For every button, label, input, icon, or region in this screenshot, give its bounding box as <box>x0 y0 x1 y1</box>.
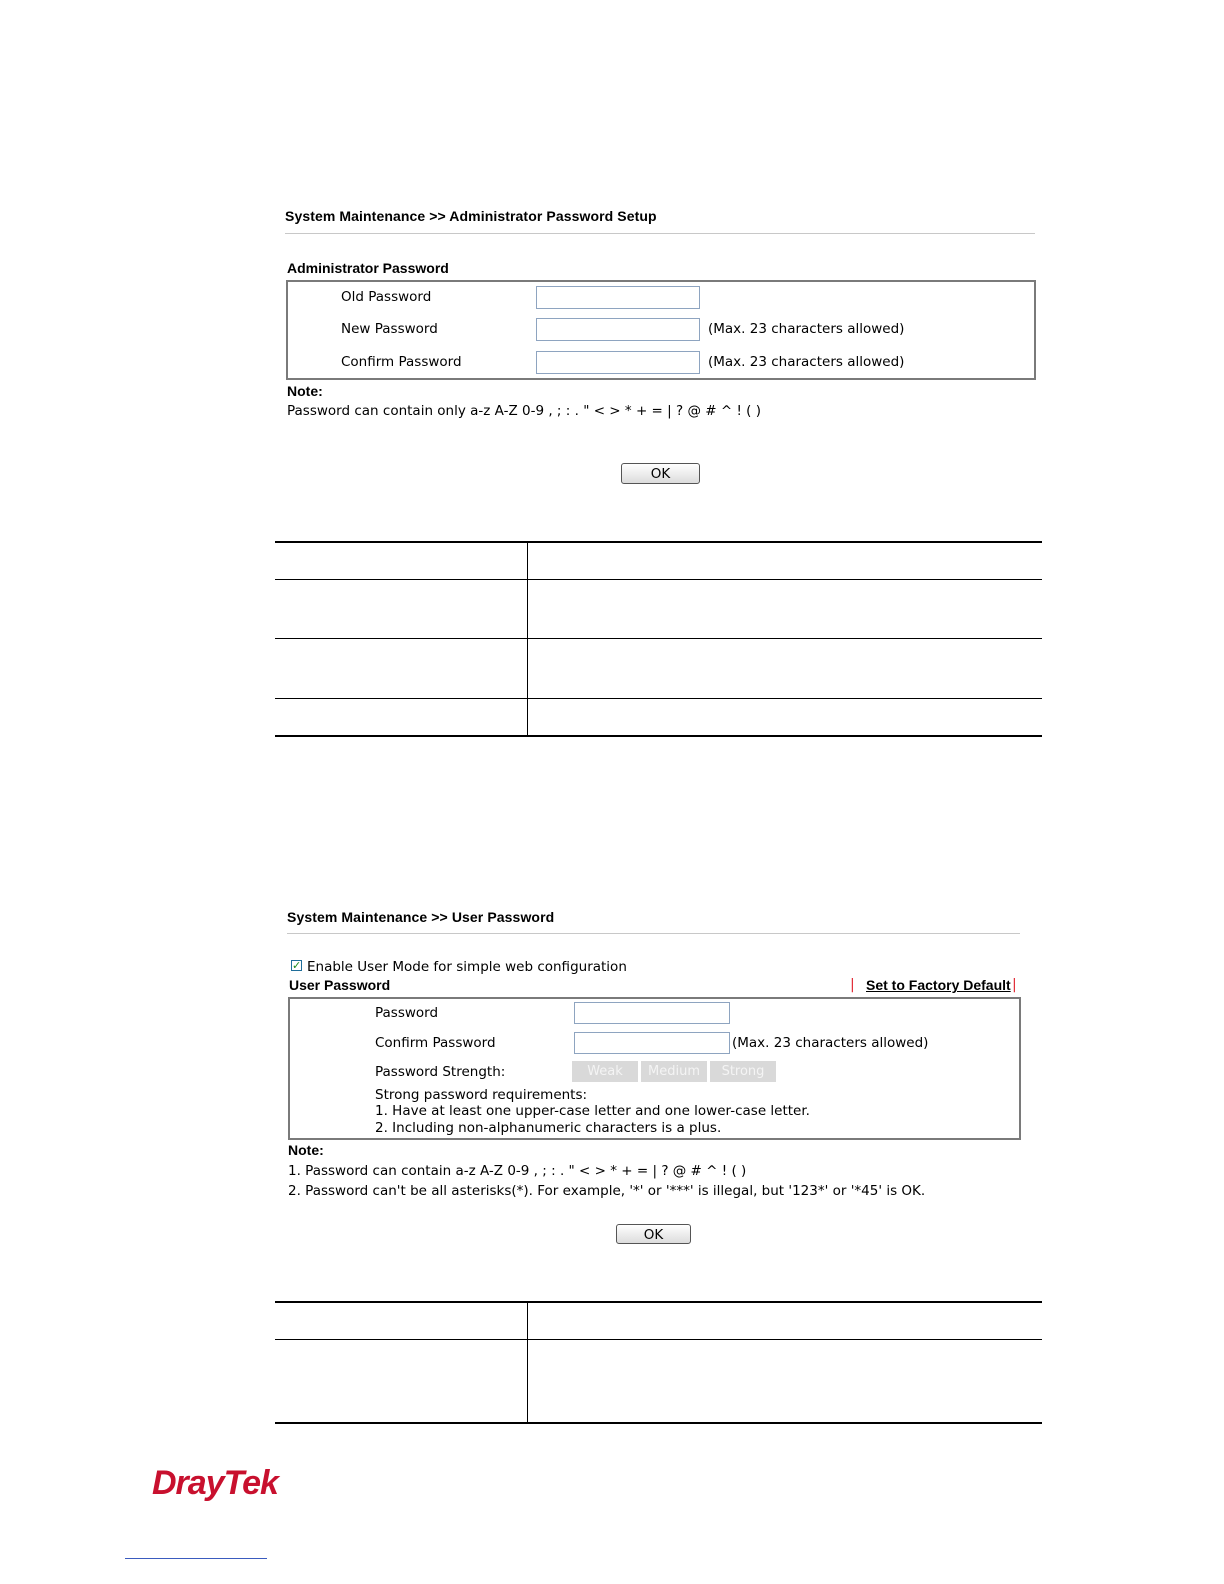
admin-note-heading: Note: <box>287 383 323 399</box>
table-row-divider <box>275 698 1042 699</box>
strength-weak: Weak <box>572 1061 638 1082</box>
enable-user-mode-checkbox[interactable] <box>291 960 302 971</box>
requirement-item: 2. Including non-alphanumeric characters is a plus. <box>375 1120 722 1136</box>
user-confirm-password-hint: (Max. 23 characters allowed) <box>732 1035 929 1051</box>
new-password-hint: (Max. 23 characters allowed) <box>708 321 905 337</box>
table-column-divider <box>527 1301 528 1424</box>
table-bottom-border <box>275 735 1042 737</box>
admin-description-table <box>275 541 1042 737</box>
admin-breadcrumb: System Maintenance >> Administrator Password Setup <box>285 208 657 224</box>
footer-divider <box>125 1558 267 1559</box>
user-box-title: User Password <box>289 977 391 993</box>
enable-user-mode-label: Enable User Mode for simple web configuration <box>307 959 627 975</box>
factory-default-separator-right: | <box>1012 977 1017 993</box>
user-breadcrumb: System Maintenance >> User Password <box>287 909 555 925</box>
confirm-password-hint: (Max. 23 characters allowed) <box>708 354 905 370</box>
user-password-input[interactable] <box>574 1002 730 1024</box>
admin-box-title: Administrator Password <box>287 260 449 276</box>
user-description-table <box>275 1301 1042 1425</box>
old-password-label: Old Password <box>341 289 432 305</box>
draytek-logo: DrayTek <box>152 1464 278 1502</box>
table-bottom-border <box>275 1422 1042 1424</box>
user-password-label: Password <box>375 1005 439 1021</box>
new-password-input[interactable] <box>536 318 700 341</box>
user-note-item: 1. Password can contain a-z A-Z 0-9 , ; : . " < > * + = | ? @ # ^ ! ( ) <box>288 1163 747 1179</box>
set-to-factory-default-link[interactable]: Set to Factory Default <box>866 977 1011 993</box>
user-note-item: 2. Password can't be all asterisks(*). For example, '*' or '***' is illegal, but '123*' or '*45' is OK. <box>288 1183 926 1199</box>
strength-strong: Strong <box>710 1061 776 1082</box>
requirements-title: Strong password requirements: <box>375 1087 588 1103</box>
admin-title-divider <box>285 233 1035 234</box>
table-top-border <box>275 541 1042 543</box>
admin-ok-button[interactable]: OK <box>621 463 700 484</box>
old-password-input[interactable] <box>536 286 700 309</box>
table-row-divider <box>275 1339 1042 1340</box>
user-title-divider <box>287 933 1020 934</box>
admin-note-text: Password can contain only a-z A-Z 0-9 , ; : . " < > * + = | ? @ # ^ ! ( ) <box>287 403 761 419</box>
checkmark-icon: ✓ <box>292 959 302 972</box>
confirm-password-label: Confirm Password <box>341 354 462 370</box>
factory-default-separator-left: | <box>850 977 855 993</box>
strength-medium: Medium <box>641 1061 707 1082</box>
table-column-divider <box>527 541 528 737</box>
user-confirm-password-input[interactable] <box>574 1032 730 1054</box>
table-top-border <box>275 1301 1042 1303</box>
confirm-password-input[interactable] <box>536 351 700 374</box>
table-row-divider <box>275 638 1042 639</box>
password-strength-label: Password Strength: <box>375 1064 506 1080</box>
new-password-label: New Password <box>341 321 438 337</box>
user-confirm-password-label: Confirm Password <box>375 1035 496 1051</box>
user-ok-button[interactable]: OK <box>616 1224 691 1244</box>
user-note-heading: Note: <box>288 1142 324 1158</box>
requirement-item: 1. Have at least one upper-case letter and one lower-case letter. <box>375 1103 810 1119</box>
table-row-divider <box>275 579 1042 580</box>
